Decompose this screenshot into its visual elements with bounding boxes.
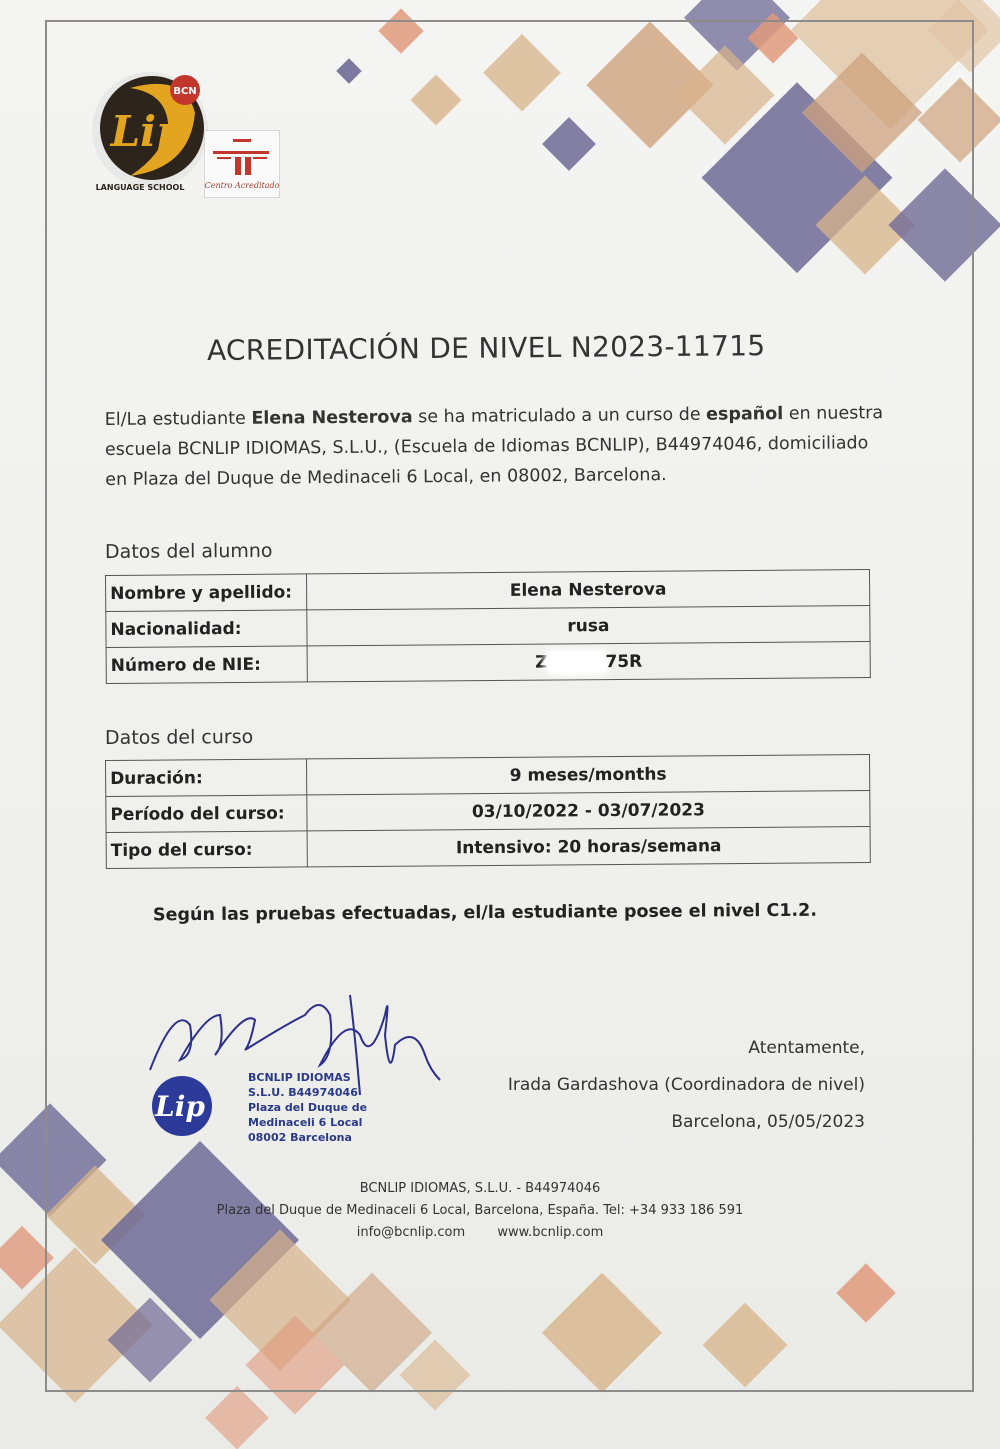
- row-label: Tipo del curso:: [106, 831, 307, 869]
- footer-address: Plaza del Duque de Medinaceli 6 Local, Barcelona, España. Tel: +34 933 186 591: [216, 1203, 744, 1218]
- intro-paragraph: [105, 398, 886, 495]
- stamp-line: S.L.U. B44974046: [248, 1086, 358, 1099]
- footer-email[interactable]: info@bcnlip.com: [356, 1225, 466, 1240]
- table-row: [106, 569, 870, 611]
- redaction-mark: [547, 653, 605, 671]
- stamp-line: Plaza del Duque de: [248, 1101, 368, 1114]
- intro-text-3: en nuestra escuela BCNLIP IDIOMAS, S.L.U., (Escuela de Idiomas BCNLIP), B44974046, domiciliado en Plaza del Duque de Medinaceli 6 Local, en 08002, Barcelona.: [104, 403, 884, 490]
- closing-salutation: Atentamente,: [748, 1038, 865, 1058]
- intro-student-name: Elena Nesterova: [251, 407, 413, 429]
- row-value: Elena Nesterova: [306, 569, 869, 609]
- nie-start: Z: [535, 652, 548, 673]
- accreditation-text: Centro Acreditado: [205, 181, 279, 190]
- logo-text: Lip: [110, 107, 186, 156]
- footer-contact: [0, 1225, 960, 1240]
- bcnlip-logo: [90, 68, 210, 198]
- row-value-redacted: [307, 641, 870, 681]
- certificate-title: ACREDITACIÓN DE NIVEL N2023-11715: [206, 329, 766, 367]
- course-section-heading: Datos del curso: [104, 725, 254, 749]
- logo-badge: BCN: [173, 86, 197, 97]
- table-row: [106, 641, 870, 683]
- intro-text-1: El/La estudiante: [104, 408, 252, 431]
- stamp-line: 08002 Barcelona: [248, 1131, 352, 1144]
- stamp-text: [248, 1070, 367, 1145]
- table-row: [106, 790, 870, 832]
- closing-place-date: Barcelona, 05/05/2023: [671, 1112, 865, 1132]
- table-row: [106, 605, 870, 647]
- row-value: rusa: [307, 605, 870, 645]
- level-result: Según las pruebas efectuadas, el/la estudiante posee el nivel C1.2.: [152, 900, 818, 926]
- row-label: Nombre y apellido:: [106, 574, 307, 612]
- footer-web[interactable]: www.bcnlip.com: [497, 1225, 604, 1240]
- row-label: Número de NIE:: [106, 646, 307, 684]
- nie-end: 75R: [605, 651, 643, 672]
- intro-language: español: [706, 404, 784, 425]
- student-table: [105, 569, 871, 684]
- course-table: [105, 754, 871, 869]
- footer-company: BCNLIP IDIOMAS, S.L.U. - B44974046: [359, 1181, 601, 1196]
- row-value: 03/10/2022 - 03/07/2023: [307, 790, 870, 830]
- row-label: Nacionalidad:: [106, 610, 307, 648]
- intro-text-2: se ha matriculado a un curso de: [412, 404, 707, 428]
- row-value: Intensivo: 20 horas/semana: [307, 826, 870, 866]
- student-section-heading: Datos del alumno: [104, 539, 273, 563]
- stamp-line: BCNLIP IDIOMAS: [248, 1071, 351, 1084]
- row-label: Período del curso:: [106, 795, 307, 833]
- accreditation-badge: [204, 130, 280, 198]
- closing-signer: Irada Gardashova (Coordinadora de nivel): [507, 1075, 865, 1095]
- table-row: [106, 754, 870, 796]
- stamp-logo-text: Lip: [155, 1090, 205, 1123]
- row-value: 9 meses/months: [306, 754, 869, 794]
- row-label: Duración:: [106, 759, 307, 797]
- table-row: [106, 826, 870, 868]
- logo-subtitle: LANGUAGE SCHOOL: [95, 183, 185, 192]
- stamp-line: Medinaceli 6 Local: [248, 1116, 363, 1129]
